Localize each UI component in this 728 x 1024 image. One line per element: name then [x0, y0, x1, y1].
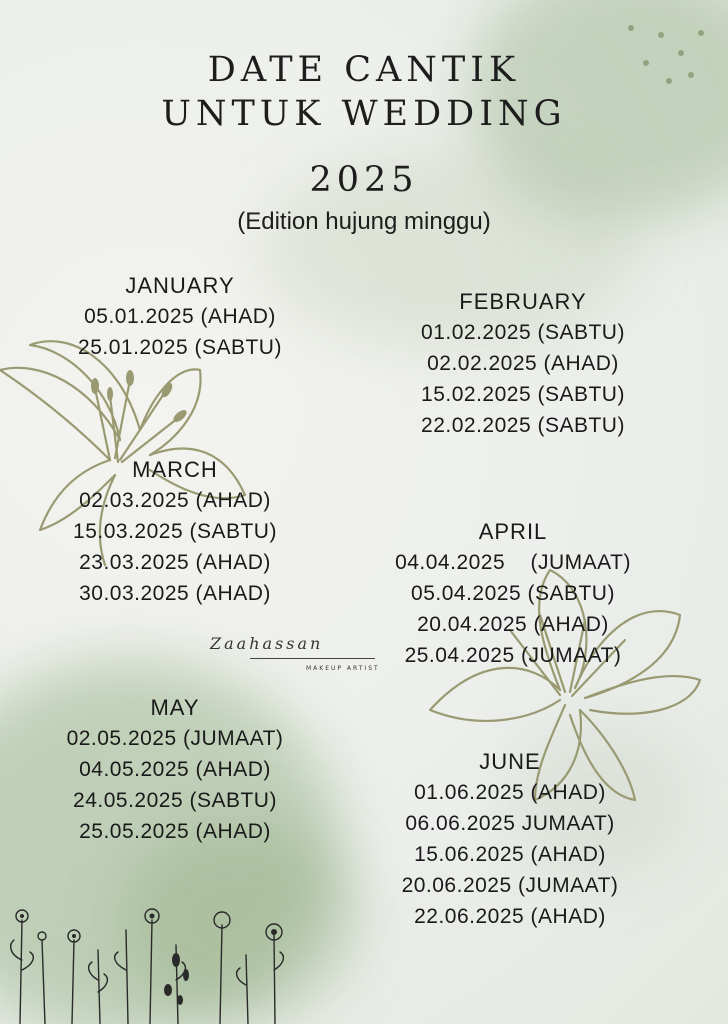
month-date: 04.04.2025 (JUMAAT) — [395, 551, 631, 574]
month-date: 15.06.2025 (AHAD) — [414, 843, 606, 866]
month-date: 05.01.2025 (AHAD) — [84, 305, 276, 328]
poster-year: 2025 — [309, 160, 419, 200]
month-name: MAY — [150, 695, 200, 720]
month-date: 25.04.2025 (JUMAAT) — [404, 644, 622, 667]
poster-title — [0, 48, 728, 136]
poster-edition: (Edition hujung minggu) — [237, 208, 491, 235]
month-name: JANUARY — [125, 273, 235, 298]
month-date: 30.03.2025 (AHAD) — [79, 582, 271, 605]
month-date: 25.05.2025 (AHAD) — [79, 820, 271, 843]
month-date: 02.05.2025 (JUMAAT) — [66, 727, 284, 750]
month-date: 01.06.2025 (AHAD) — [414, 781, 606, 804]
brand-subtitle: MAKEUP ARTIST — [306, 665, 380, 672]
month-name: APRIL — [478, 519, 548, 544]
month-date: 01.02.2025 (SABTU) — [421, 321, 625, 344]
wildflowers-icon — [0, 900, 300, 1024]
month-date: 20.04.2025 (AHAD) — [417, 613, 609, 636]
title-line-2: UNTUK WEDDING — [161, 94, 567, 134]
month-june — [385, 746, 635, 932]
month-name: MARCH — [132, 457, 218, 482]
brand-divider — [250, 658, 375, 659]
month-january — [60, 270, 300, 363]
month-date: 24.05.2025 (SABTU) — [73, 789, 277, 812]
month-march — [55, 454, 295, 609]
month-date: 05.04.2025 (SABTU) — [411, 582, 615, 605]
brand-watermark — [200, 634, 380, 672]
month-date: 02.02.2025 (AHAD) — [427, 352, 619, 375]
month-date: 06.06.2025 JUMAAT) — [405, 812, 615, 835]
month-name: JUNE — [479, 749, 541, 774]
month-date: 23.03.2025 (AHAD) — [79, 551, 271, 574]
month-date: 15.03.2025 (SABTU) — [73, 520, 277, 543]
month-april — [382, 516, 644, 671]
month-date: 02.03.2025 (AHAD) — [79, 489, 271, 512]
month-name: FEBRUARY — [459, 289, 587, 314]
month-date: 22.06.2025 (AHAD) — [414, 905, 606, 928]
month-date: 04.05.2025 (AHAD) — [79, 758, 271, 781]
month-date: 20.06.2025 (JUMAAT) — [401, 874, 619, 897]
month-date: 15.02.2025 (SABTU) — [421, 383, 625, 406]
title-line-1: DATE CANTIK — [207, 50, 521, 90]
brand-name: Zaahassan — [210, 634, 324, 653]
month-february — [400, 286, 646, 441]
month-date: 22.02.2025 (SABTU) — [421, 414, 625, 437]
month-may — [50, 692, 300, 847]
month-date: 25.01.2025 (SABTU) — [78, 336, 282, 359]
